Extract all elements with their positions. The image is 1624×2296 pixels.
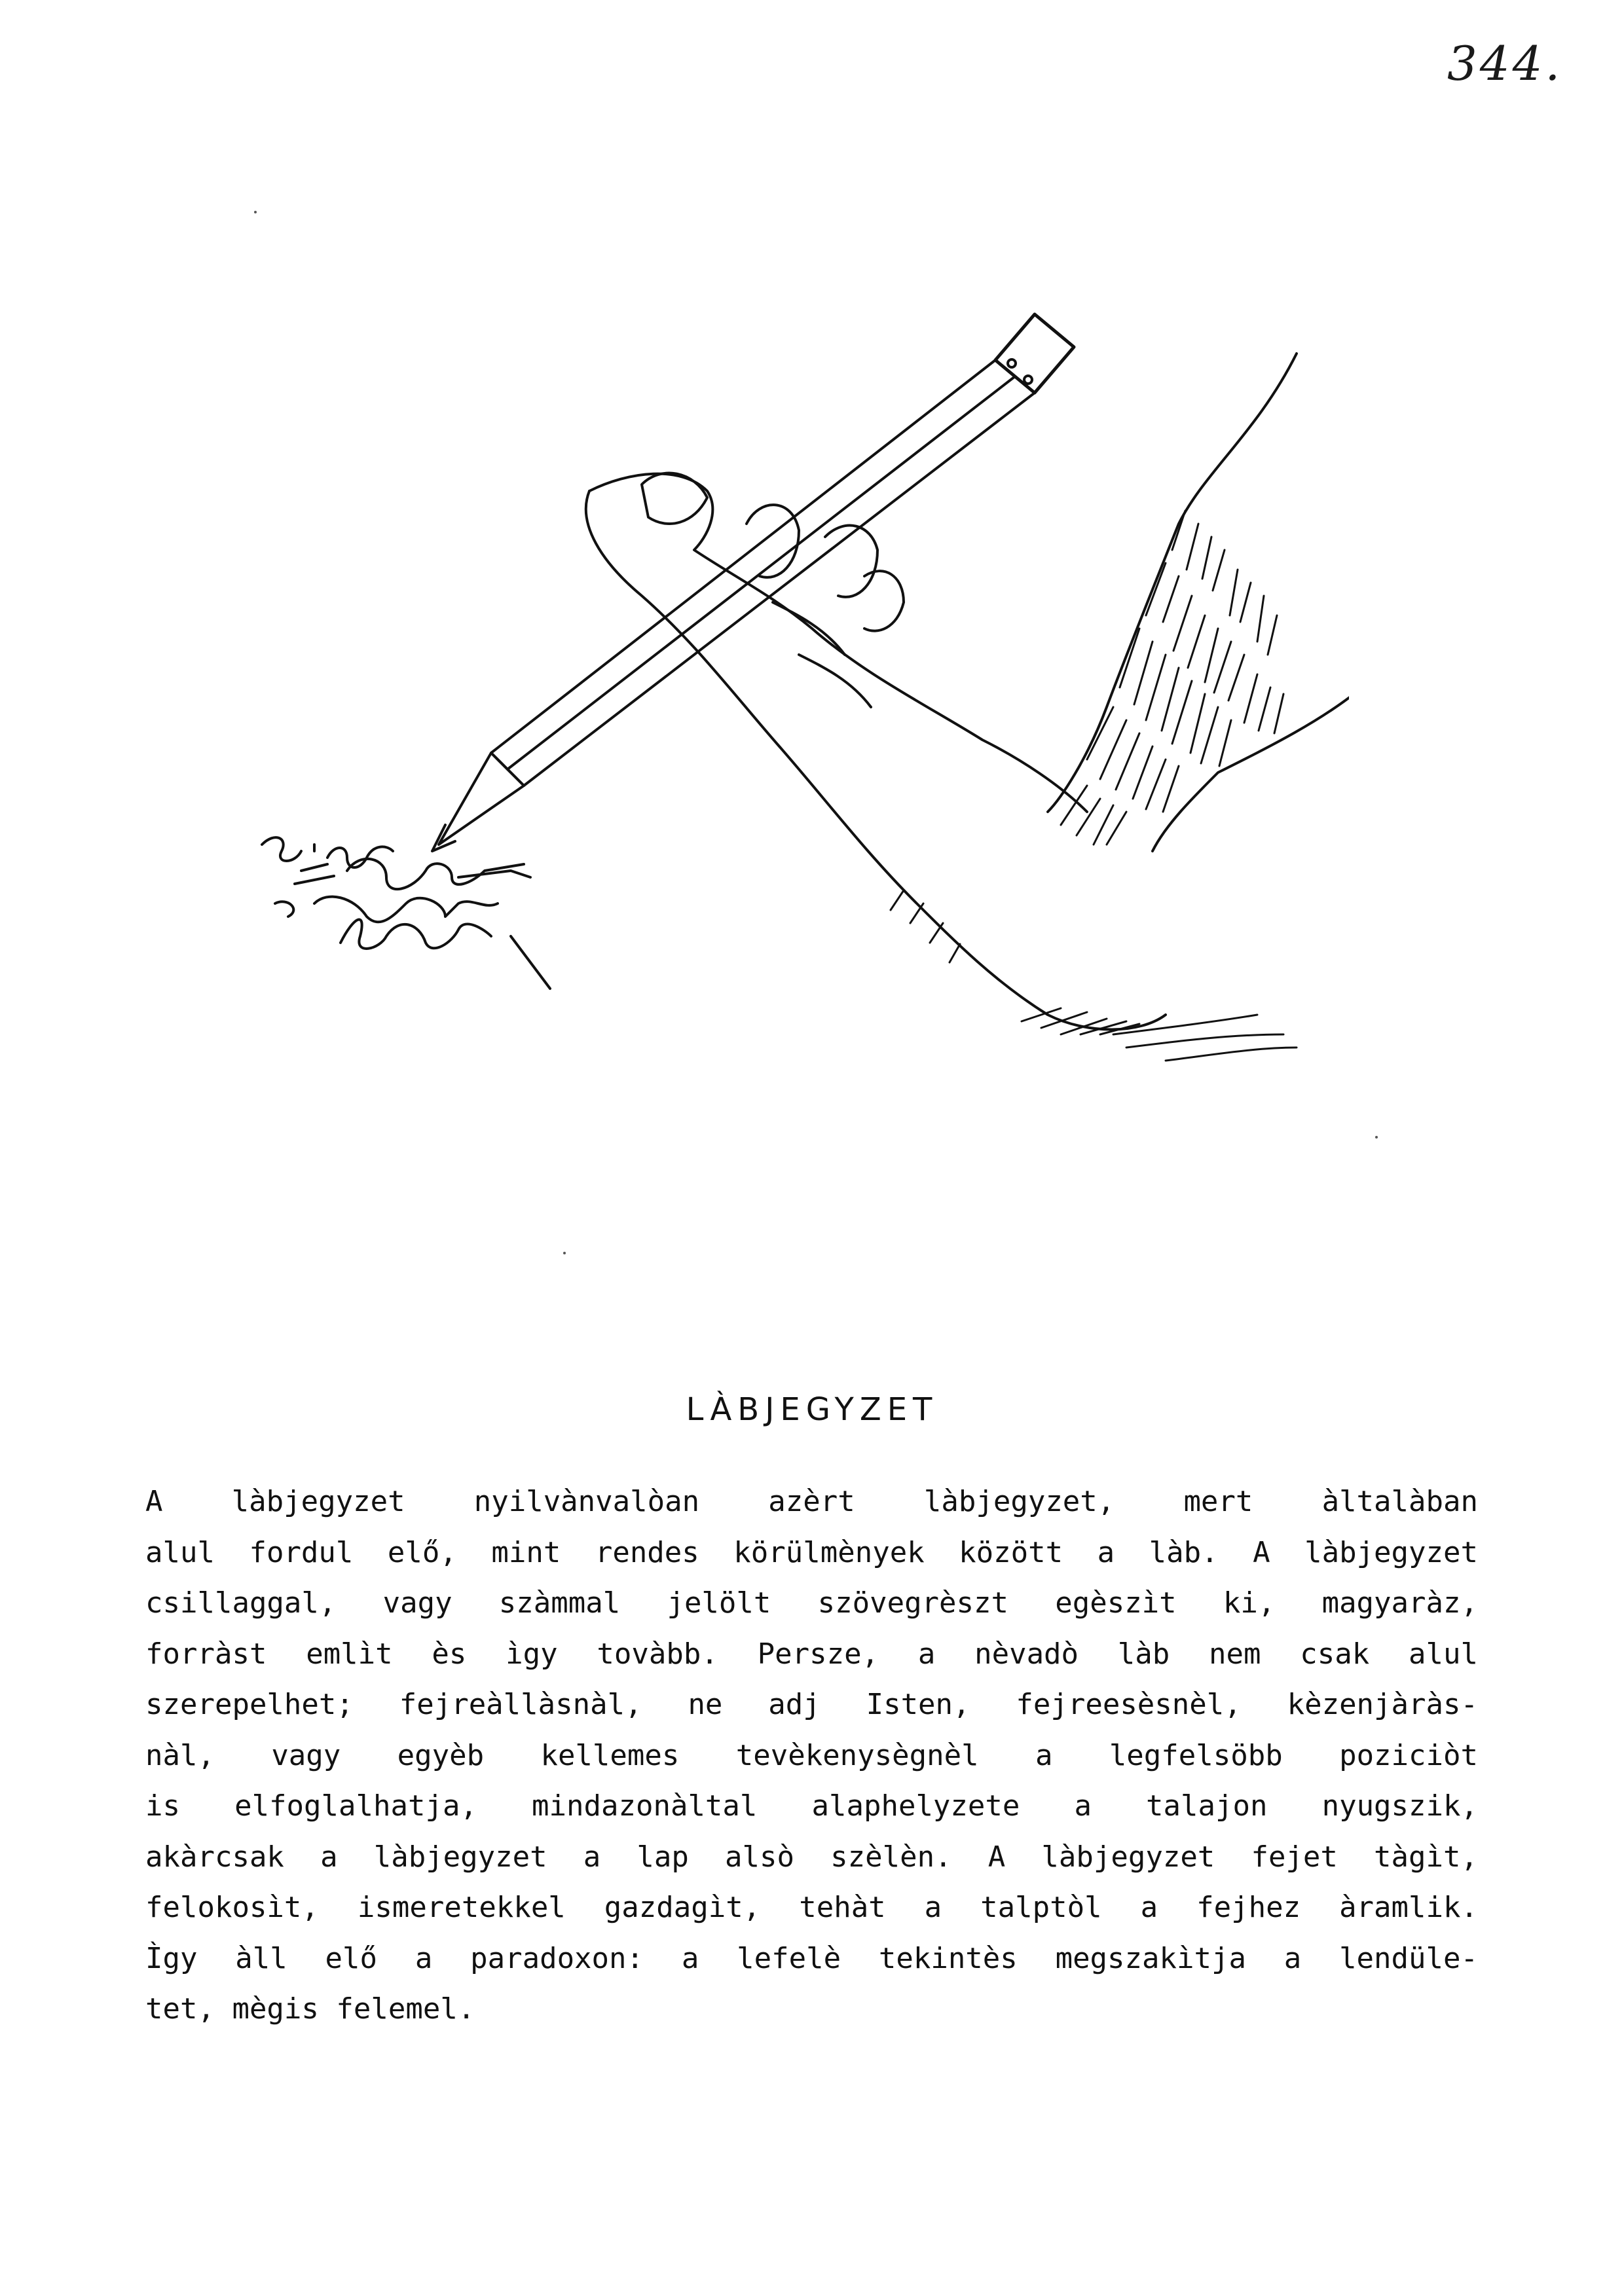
foot-pencil-illustration xyxy=(236,288,1349,1074)
pencil xyxy=(432,314,1074,851)
paper-speck xyxy=(1375,1136,1378,1139)
paragraph-line: nàl, vagy egyèb kellemes tevèkenysègnèl a legfelsöbb poziciòt xyxy=(145,1738,1478,1772)
leg-hair xyxy=(1061,511,1283,845)
toe-3 xyxy=(825,526,877,597)
paragraph-line: szerepelhet; fejreàllàsnàl, ne adj Isten, fejreesèsnèl, kèzenjàràs- xyxy=(145,1688,1478,1721)
paragraph-line: tet, mègis felemel. xyxy=(145,1992,475,2026)
paper-speck xyxy=(254,211,257,213)
toe-2 xyxy=(747,505,799,577)
page-number: 344. xyxy=(1447,36,1563,91)
paragraph-line: Ìgy àll elő a paradoxon: a lefelè tekintès megszakìtja a lendüle- xyxy=(145,1941,1478,1975)
paragraph-line: akàrcsak a làbjegyzet a lap alsò szèlèn. A làbjegyzet fejet tàgìt, xyxy=(145,1840,1478,1874)
handwriting-scribble xyxy=(262,837,550,989)
paragraph-line: alul fordul elő, mint rendes körülmènyek között a làb. A làbjegyzet xyxy=(145,1535,1478,1569)
paragraph-line: csillaggal, vagy szàmmal jelölt szövegrèszt egèszìt ki, magyaràz, xyxy=(145,1586,1478,1620)
body-paragraph xyxy=(145,1476,1478,2035)
paragraph-line: A làbjegyzet nyilvànvalòan azèrt làbjegyzet, mert àltalàban xyxy=(145,1485,1478,1518)
paper-speck xyxy=(563,1252,566,1254)
paragraph-line: felokosìt, ismeretekkel gazdagìt, tehàt a talptòl a fejhez àramlik. xyxy=(145,1891,1478,1924)
paragraph-line: is elfoglalhatja, mindazonàltal alaphelyzete a talajon nyugszik, xyxy=(145,1789,1478,1823)
heel-shading xyxy=(891,890,1139,1034)
page-title: LÀBJEGYZET xyxy=(686,1391,938,1428)
ground-scribble xyxy=(1113,1015,1297,1061)
big-toe-nail xyxy=(642,473,707,524)
paragraph-line: forràst emlìt ès ìgy tovàbb. Persze, a nèvadò làb nem csak alul xyxy=(145,1637,1478,1671)
toe-creases xyxy=(773,602,871,707)
